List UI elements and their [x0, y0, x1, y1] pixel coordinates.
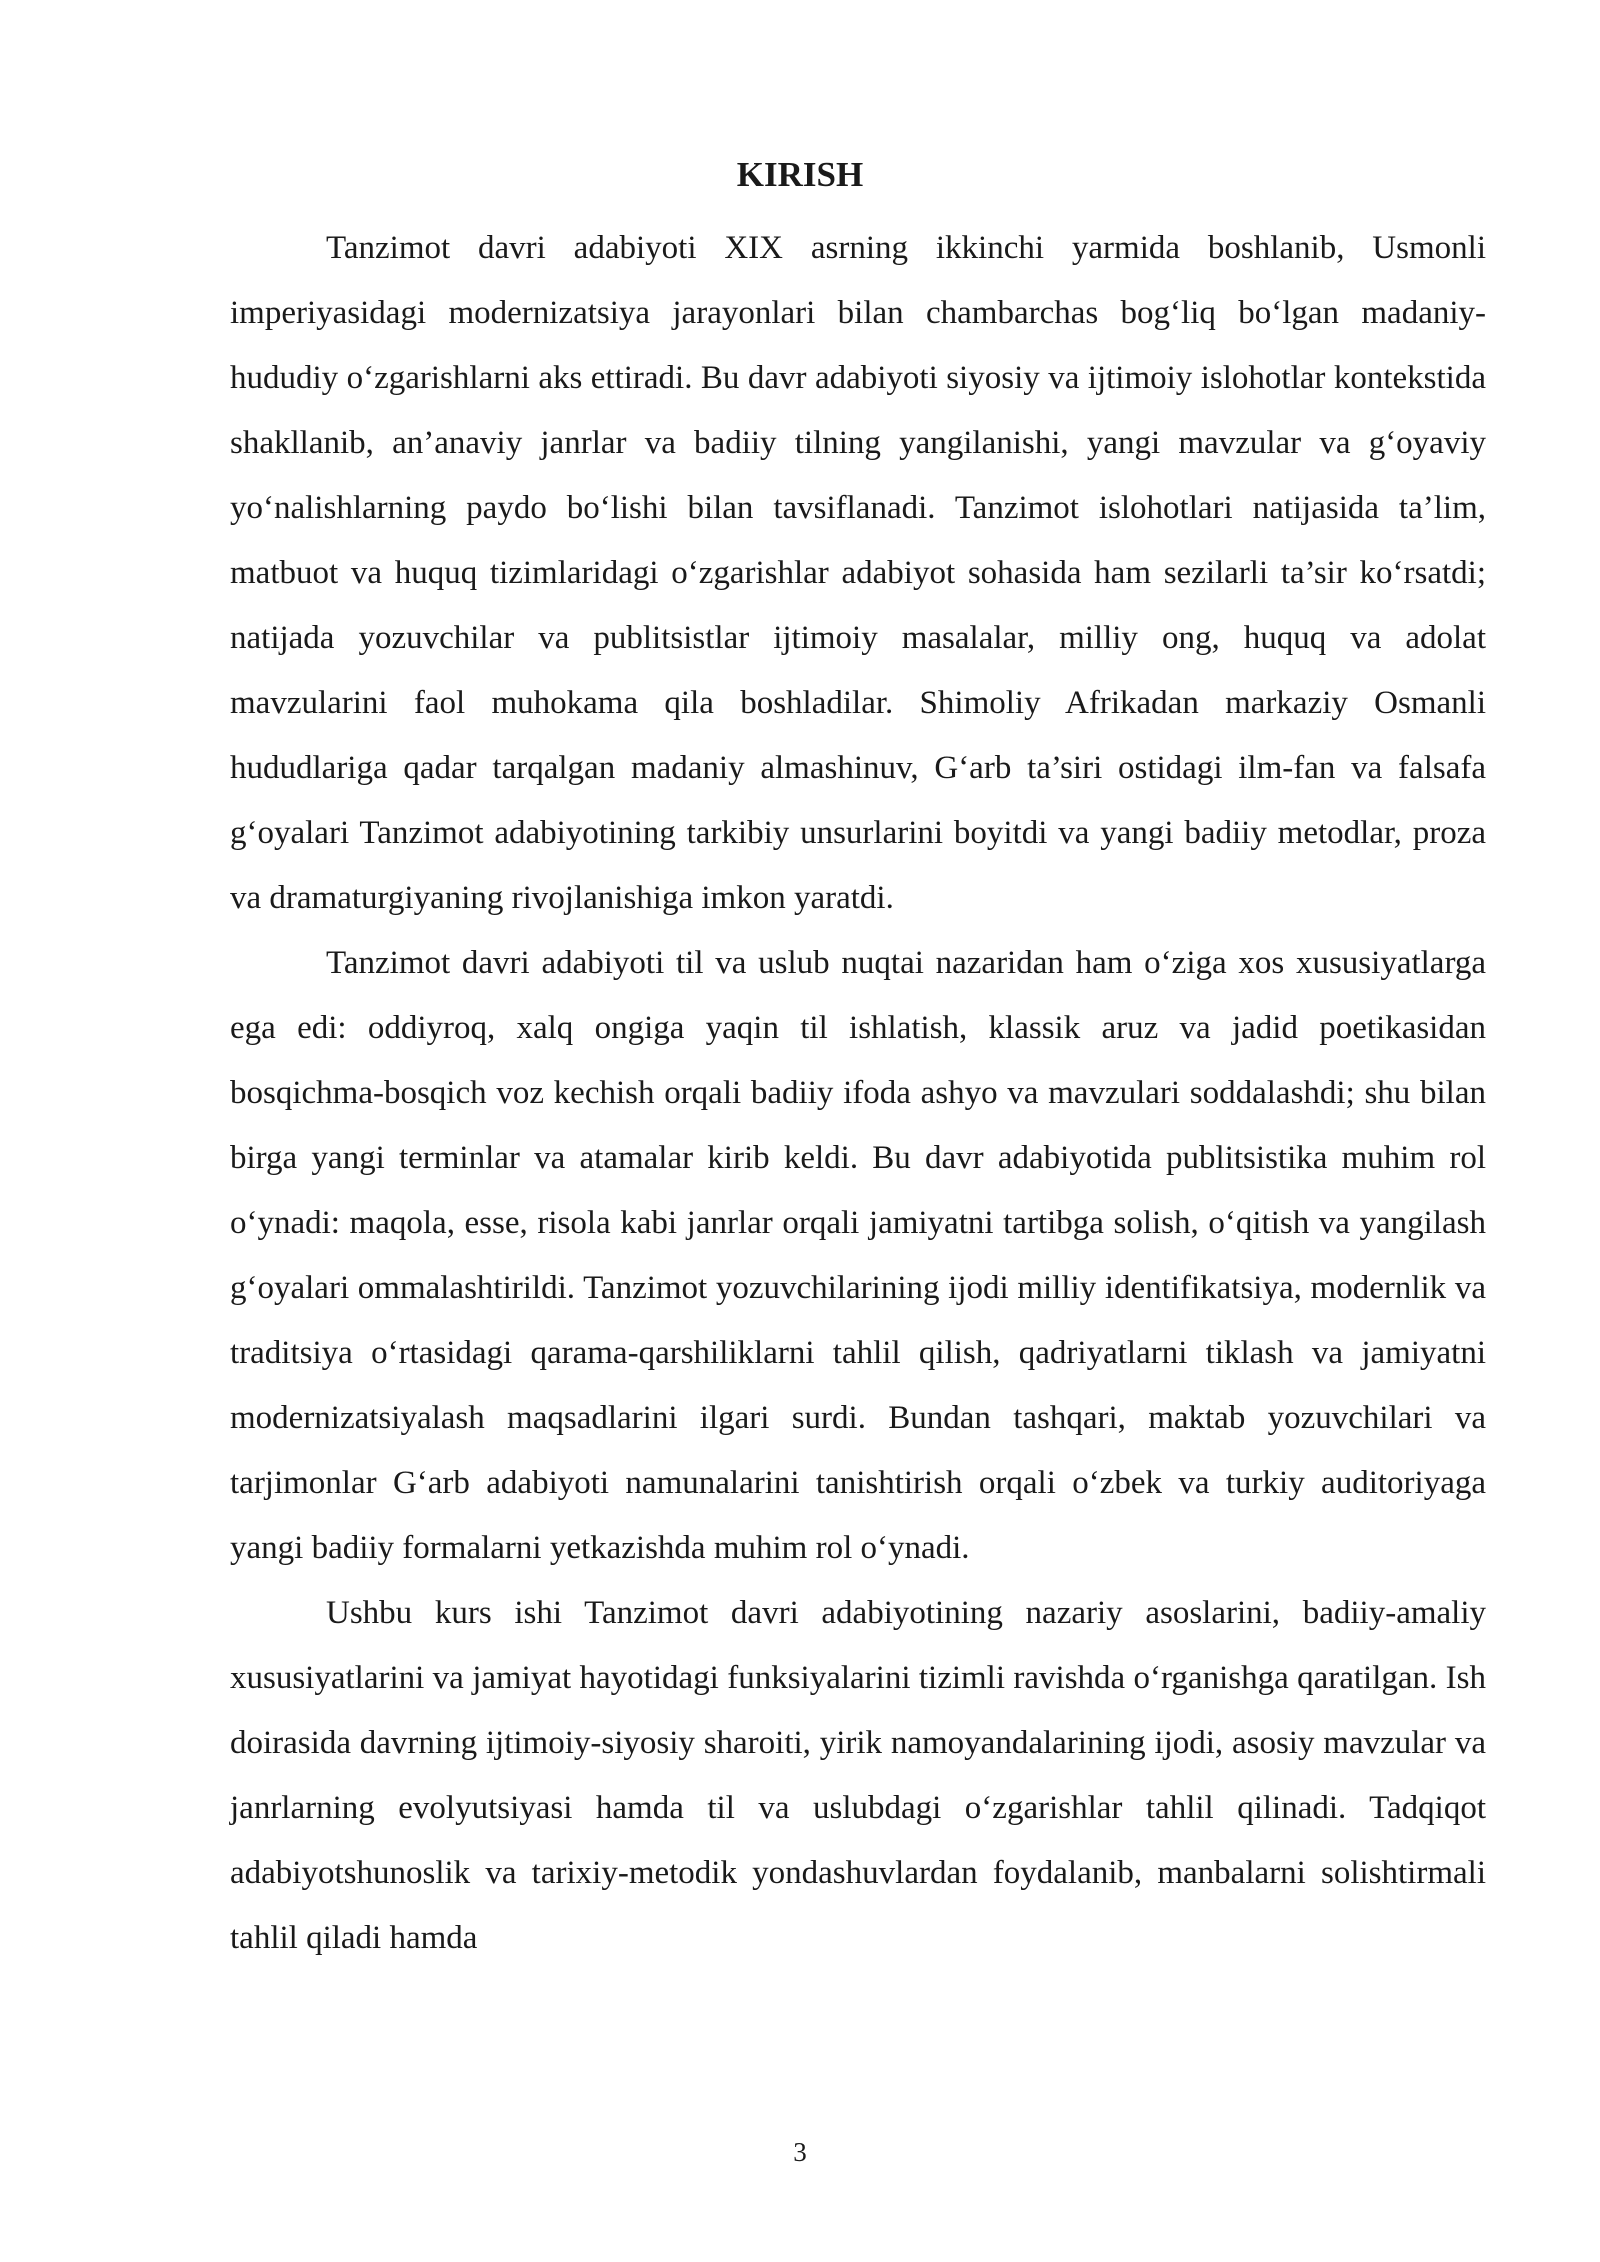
paragraph-3: Ushbu kurs ishi Tanzimot davri adabiyotining nazariy asoslarini, badiiy-amaliy xususiyatlarini va jamiyat hayotidagi funksiyalarini tizimli ravishda o‘rganishga qaratilgan. Ish doirasida davrning ijtimoiy-siyosiy sharoiti, yirik namoyandalarining ijodi, asosiy mavzular va janrlarning evolyutsiyasi hamda til va uslubdagi o‘zgarishlar tahlil qilinadi. Tadqiqot adabiyotshunoslik va tarixiy-metodik yondashuvlardan foydalanib, manbalarni solishtirmali tahlil qiladi hamda — [230, 1595, 1486, 1956]
page-title: KIRISH — [736, 155, 864, 194]
paragraph-2: Tanzimot davri adabiyoti til va uslub nuqtai nazaridan ham o‘ziga xos xususiyatlarga ega edi: oddiyroq, xalq ongiga yaqin til ishlatish, klassik aruz va jadid poetikasidan bosqichma-bosqich voz kechish orqali badiiy ifoda ashyo va mavzulari soddalashdi; shu bilan birga yangi terminlar va atamalar kirib keldi. Bu davr adabiyotida publitsistika muhim rol o‘ynadi: maqola, esse, risola kabi janrlar orqali jamiyatni tartibga solish, o‘qitish va yangilash g‘oyalari ommalashtirildi. Tanzimot yozuvchilarining ijodi milliy identifikatsiya, modernlik va traditsiya o‘rtasidagi qarama-qarshiliklarni tahlil qilish, qadriyatlarni tiklash va jamiyatni modernizatsiyalash maqsadlarini ilgari surdi. Bundan tashqari, maktab yozuvchilari va tarjimonlar G‘arb adabiyoti namunalarini tanishtirish orqali o‘zbek va turkiy auditoriyaga yangi badiiy formalarni yetkazishda muhim rol o‘ynadi. — [230, 945, 1486, 1566]
page-number: 3 — [793, 2137, 807, 2167]
paragraph-1: Tanzimot davri adabiyoti XIX asrning ikkinchi yarmida boshlanib, Usmonli imperiyasidagi modernizatsiya jarayonlari bilan chambarchas bog‘liq bo‘lgan madaniy-hududiy o‘zgarishlarni aks ettiradi. Bu davr adabiyoti siyosiy va ijtimoiy islohotlar kontekstida shakllanib, an’anaviy janrlar va badiiy tilning yangilanishi, yangi mavzular va g‘oyaviy yo‘nalishlarning paydo bo‘lishi bilan tavsiflanadi. Tanzimot islohotlari natijasida ta’lim, matbuot va huquq tizimlaridagi o‘zgarishlar adabiyot sohasida ham sezilarli ta’sir ko‘rsatdi; natijada yozuvchilar va publitsistlar ijtimoiy masalalar, milliy ong, huquq va adolat mavzularini faol muhokama qila boshladilar. Shimoliy Afrikadan markaziy Osmanli hududlariga qadar tarqalgan madaniy almashinuv, G‘arb ta’siri ostidagi ilm-fan va falsafa g‘oyalari Tanzimot adabiyotining tarkibiy unsurlarini boyitdi va yangi badiiy metodlar, proza va dramaturgiyaning rivojlanishiga imkon yaratdi. — [230, 230, 1486, 916]
body-text — [230, 216, 1486, 1971]
